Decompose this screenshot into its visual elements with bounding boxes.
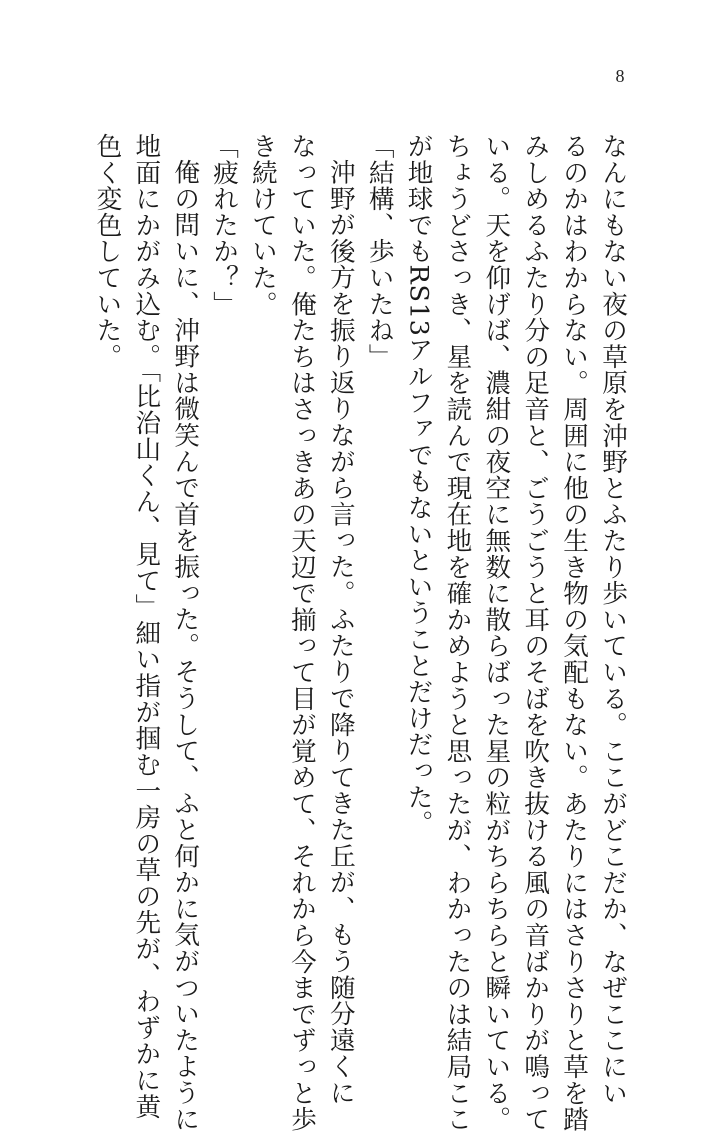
- text-line: みしめるふたり分の足音と、ごうごうと耳のそばを吹き抜ける風の音ばかりが鳴って: [520, 133, 551, 1132]
- text-line: ちょうどさっき、星を読んで現在地を確かめようと思ったが、わかったのは結局ここ: [442, 133, 473, 1132]
- text-line: 色く変色していた。: [92, 133, 123, 370]
- text-line: 俺の問いに、沖野は微笑んで首を振った。そうして、ふと何かに気がついたように: [170, 158, 201, 1132]
- text-line: 「疲れたか？」: [209, 133, 240, 318]
- page-number: 8: [615, 66, 625, 86]
- text-line: なんにもない夜の草原を沖野とふたり歩いている。ここがどこだか、なぜここにい: [598, 133, 628, 1107]
- text-line: 「結構、歩いたね」: [364, 133, 395, 370]
- novel-text-block: [88, 133, 632, 1132]
- text-line: き続けていた。: [247, 133, 278, 318]
- text-line: 地面にかがみ込む。「比治山くん、見て」細い指が掴む一房の草の先が、わずかに黄: [131, 133, 162, 1120]
- text-line: 沖野が後方を振り返りながら言った。ふたりで降りてきた丘が、もう随分遠くに: [325, 158, 356, 1106]
- text-line: るのかはわからない。周囲に他の生き物の気配もない。あたりにはさりさりと草を踏: [559, 133, 590, 1132]
- text-line: なっていた。俺たちはさっきあの天辺で揃って目が覚めて、それから今までずっと歩: [286, 133, 317, 1132]
- text-line: が地球でもRS13アルファでもないということだけだった。: [403, 133, 434, 837]
- text-line: いる。天を仰げば、濃紺の夜空に無数に散らばった星の粒がちらちらと瞬いている。: [481, 133, 512, 1132]
